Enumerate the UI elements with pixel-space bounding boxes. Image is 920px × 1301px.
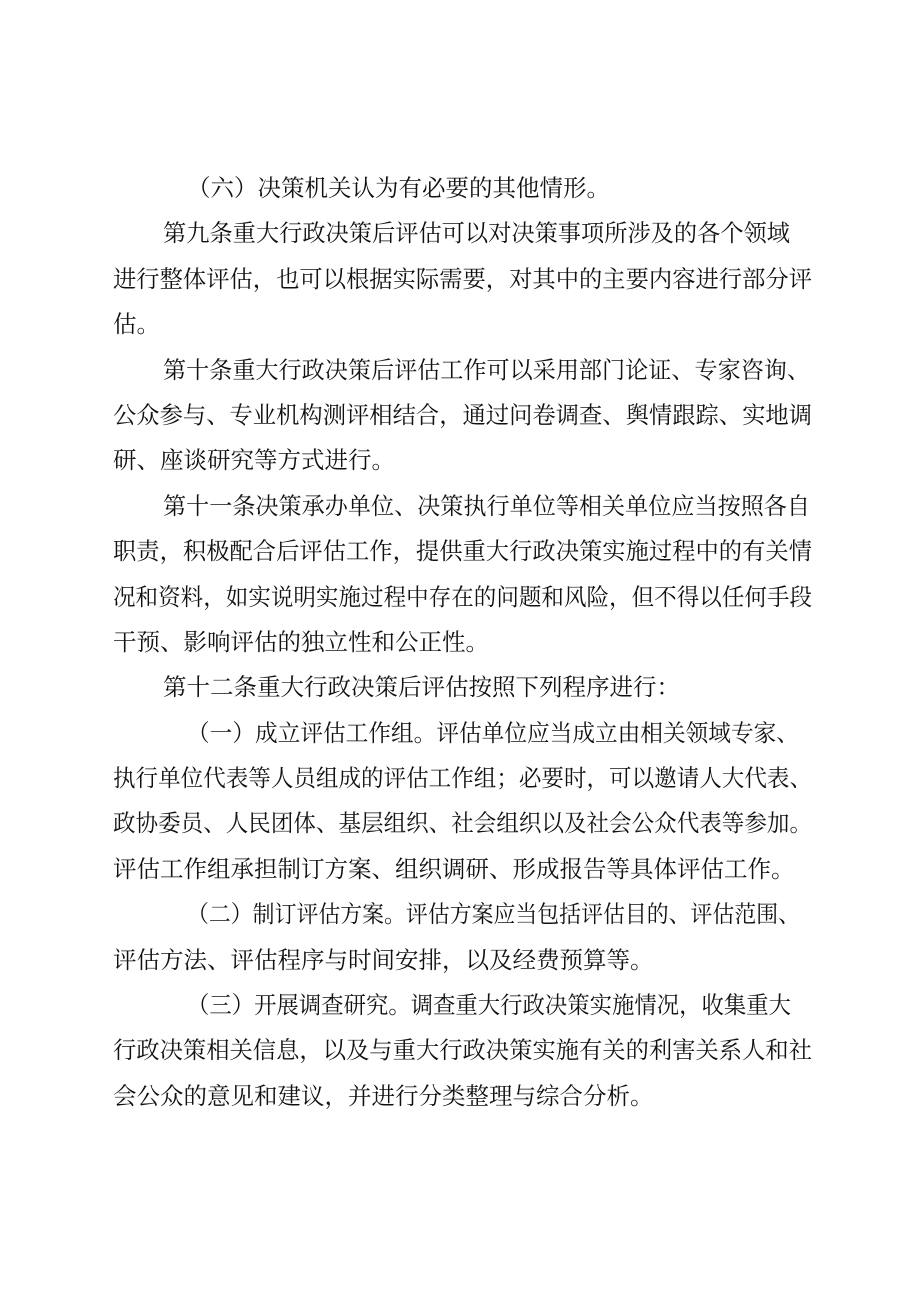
line-text: 进行整体评估，也可以根据实际需要，对其中的主要内容进行部分评 bbox=[113, 264, 813, 293]
line-text: 会公众的意见和建议，并进行分类整理与综合分析。 bbox=[113, 1081, 654, 1110]
line-text: 干预、影响评估的独立性和公正性。 bbox=[113, 627, 489, 656]
line-text: （二）制订评估方案。评估方案应当包括评估目的、评估范围、 bbox=[187, 900, 800, 929]
text-line bbox=[0, 983, 920, 1028]
text-line bbox=[0, 1074, 920, 1119]
text-line bbox=[0, 1028, 920, 1073]
line-text: 行政决策相关信息，以及与重大行政决策实施有关的利害关系人和社 bbox=[113, 1036, 813, 1065]
line-text: 第十一条决策承办单位、决策执行单位等相关单位应当按照各自 bbox=[163, 491, 811, 520]
line-text: 估。 bbox=[113, 310, 160, 339]
text-line bbox=[0, 892, 920, 937]
line-text: 况和资料，如实说明实施过程中存在的问题和风险，但不得以任何手段 bbox=[113, 582, 812, 611]
line-text: 公众参与、专业机构测评相结合，通过问卷调查、舆情跟踪、实地调 bbox=[113, 400, 813, 429]
line-text: 第十二条重大行政决策后评估按照下列程序进行： bbox=[163, 673, 680, 702]
text-line bbox=[0, 211, 920, 256]
line-text: 第九条重大行政决策后评估可以对决策事项所涉及的各个领域 bbox=[163, 219, 791, 248]
text-line bbox=[0, 438, 920, 483]
line-text: （三）开展调查研究。调查重大行政决策实施情况，收集重大 bbox=[187, 991, 791, 1020]
text-line bbox=[0, 393, 920, 438]
text-line bbox=[0, 484, 920, 529]
line-text: （六）决策机关认为有必要的其他情形。 bbox=[187, 174, 610, 202]
line-text: 研、座谈研究等方式进行。 bbox=[113, 446, 395, 475]
document-body bbox=[0, 166, 920, 1119]
text-line bbox=[0, 711, 920, 756]
line-text: 评估工作组承担制订方案、组织调研、形成报告等具体评估工作。 bbox=[113, 854, 795, 883]
line-text: 执行单位代表等人员组成的评估工作组；必要时，可以邀请人大代表、 bbox=[113, 764, 812, 793]
line-text: 职责，积极配合后评估工作，提供重大行政决策实施过程中的有关情 bbox=[113, 537, 813, 566]
text-line bbox=[0, 756, 920, 801]
line-text: 第十条重大行政决策后评估工作可以采用部门论证、专家咨询、 bbox=[163, 355, 811, 384]
text-line bbox=[0, 847, 920, 892]
line-text: （一）成立评估工作组。评估单位应当成立由相关领域专家、 bbox=[187, 718, 799, 747]
line-text: 评估方法、评估程序与时间安排，以及经费预算等。 bbox=[113, 945, 654, 974]
text-line bbox=[0, 529, 920, 574]
text-line bbox=[0, 575, 920, 620]
text-line bbox=[0, 302, 920, 347]
text-line bbox=[0, 166, 920, 211]
text-line bbox=[0, 257, 920, 302]
text-line bbox=[0, 938, 920, 983]
text-line bbox=[0, 801, 920, 846]
text-line bbox=[0, 665, 920, 710]
text-line bbox=[0, 620, 920, 665]
text-line bbox=[0, 348, 920, 393]
line-text: 政协委员、人民团体、基层组织、社会组织以及社会公众代表等参加。 bbox=[113, 809, 812, 838]
